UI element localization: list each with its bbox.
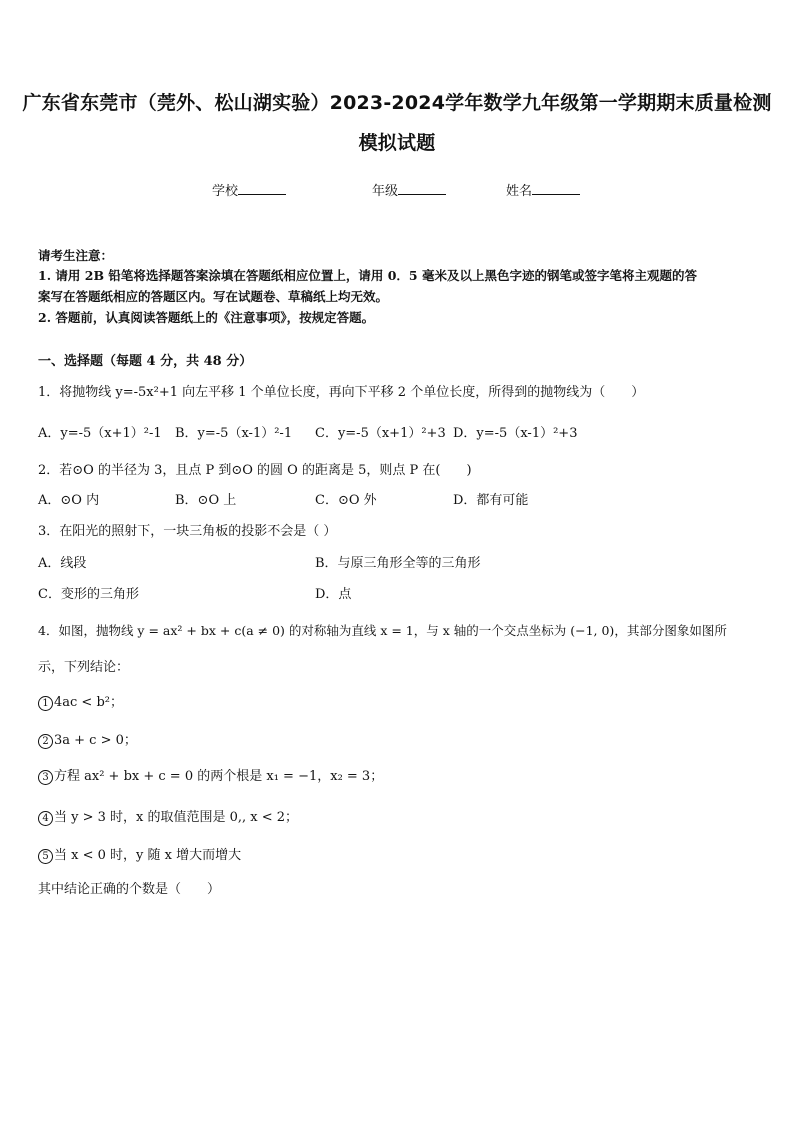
notice-item1-line1: 1. 请用 2B 铅笔将选择题答案涂填在答题纸相应位置上，请用 0．5 毫米及以上黑色字迹的钢笔或签字笔将主观题的答 xyxy=(38,268,697,283)
notice-item2: 2. 答题前，认真阅读答题纸上的《注意事项》，按规定答题。 xyxy=(38,310,375,325)
q2-option-a[interactable]: A．⊙O 内 xyxy=(38,493,100,508)
name-label: 姓名 xyxy=(506,184,533,199)
q2-option-b[interactable]: B．⊙O 上 xyxy=(175,493,237,508)
circled-2-icon: 2 xyxy=(38,734,53,749)
q1-option-a[interactable]: A．y=-5（x+1）²-1 xyxy=(38,426,162,441)
q3-option-d[interactable]: D．点 xyxy=(315,587,352,602)
school-blank[interactable] xyxy=(238,182,286,195)
q2-option-d[interactable]: D．都有可能 xyxy=(453,493,529,508)
q3-option-a[interactable]: A．线段 xyxy=(38,556,87,571)
q4-c3-text: 方程 ax² + bx + c = 0 的两个根是 x₁ = −1，x₂ = 3； xyxy=(54,769,384,784)
notice-heading: 请考生注意： xyxy=(38,248,114,263)
q2-option-c[interactable]: C．⊙O 外 xyxy=(315,493,377,508)
q4-c2-text: 3a + c > 0； xyxy=(54,733,137,748)
notice-item1-line2: 案写在答题纸相应的答题区内。写在试题卷、草稿纸上均无效。 xyxy=(38,289,389,304)
q1-stem: 1．将抛物线 y=-5x²+1 向左平移 1 个单位长度，再向下平移 2 个单位长度，所得到的抛物线为（ ） xyxy=(38,385,645,400)
q4-conclusion-1 xyxy=(38,691,123,711)
q4-conclusion-4 xyxy=(38,806,298,826)
document-title-line2: 模拟试题 xyxy=(358,132,436,154)
q2-stem: 2．若⊙O 的半径为 3，且点 P 到⊙O 的圆 O 的距离是 5，则点 P 在( ) xyxy=(38,463,472,478)
q4-c1-text: 4ac < b²； xyxy=(54,695,123,710)
q1-option-b[interactable]: B．y=-5（x-1）²-1 xyxy=(175,426,293,441)
school-field xyxy=(212,180,286,199)
q3-option-c[interactable]: C．变形的三角形 xyxy=(38,587,139,602)
school-label: 学校 xyxy=(212,184,239,199)
q4-stem-line2: 示，下列结论： xyxy=(38,660,130,675)
name-blank[interactable] xyxy=(532,182,580,195)
circled-4-icon: 4 xyxy=(38,811,53,826)
q1-option-d[interactable]: D．y=-5（x-1）²+3 xyxy=(453,426,578,441)
q4-final-question: 其中结论正确的个数是（ ） xyxy=(38,882,221,897)
section1-heading: 一、选择题（每题 4 分，共 48 分） xyxy=(38,354,253,369)
circled-1-icon: 1 xyxy=(38,696,53,711)
q4-conclusion-2 xyxy=(38,729,137,749)
grade-blank[interactable] xyxy=(398,182,446,195)
q3-stem: 3．在阳光的照射下，一块三角板的投影不会是（ ） xyxy=(38,524,337,539)
grade-field xyxy=(372,180,446,199)
document-title-line1: 广东省东莞市（莞外、松山湖实验）2023-2024学年数学九年级第一学期期末质量检测 xyxy=(22,92,772,114)
q4-c5-text: 当 x < 0 时，y 随 x 增大而增大 xyxy=(54,848,242,863)
q4-stem-line1: 4．如图，抛物线 y = ax² + bx + c(a ≠ 0) 的对称轴为直线 x = 1，与 x 轴的一个交点坐标为 (−1, 0)，其部分图象如图所 xyxy=(38,623,727,638)
name-field xyxy=(506,180,580,199)
q1-option-c[interactable]: C．y=-5（x+1）²+3 xyxy=(315,426,446,441)
q4-conclusion-3 xyxy=(38,765,383,785)
q4-c4-text: 当 y > 3 时，x 的取值范围是 0,, x < 2； xyxy=(54,810,299,825)
circled-3-icon: 3 xyxy=(38,770,53,785)
q3-option-b[interactable]: B．与原三角形全等的三角形 xyxy=(315,556,481,571)
grade-label: 年级 xyxy=(372,184,399,199)
circled-5-icon: 5 xyxy=(38,849,53,864)
q4-conclusion-5 xyxy=(38,844,241,864)
